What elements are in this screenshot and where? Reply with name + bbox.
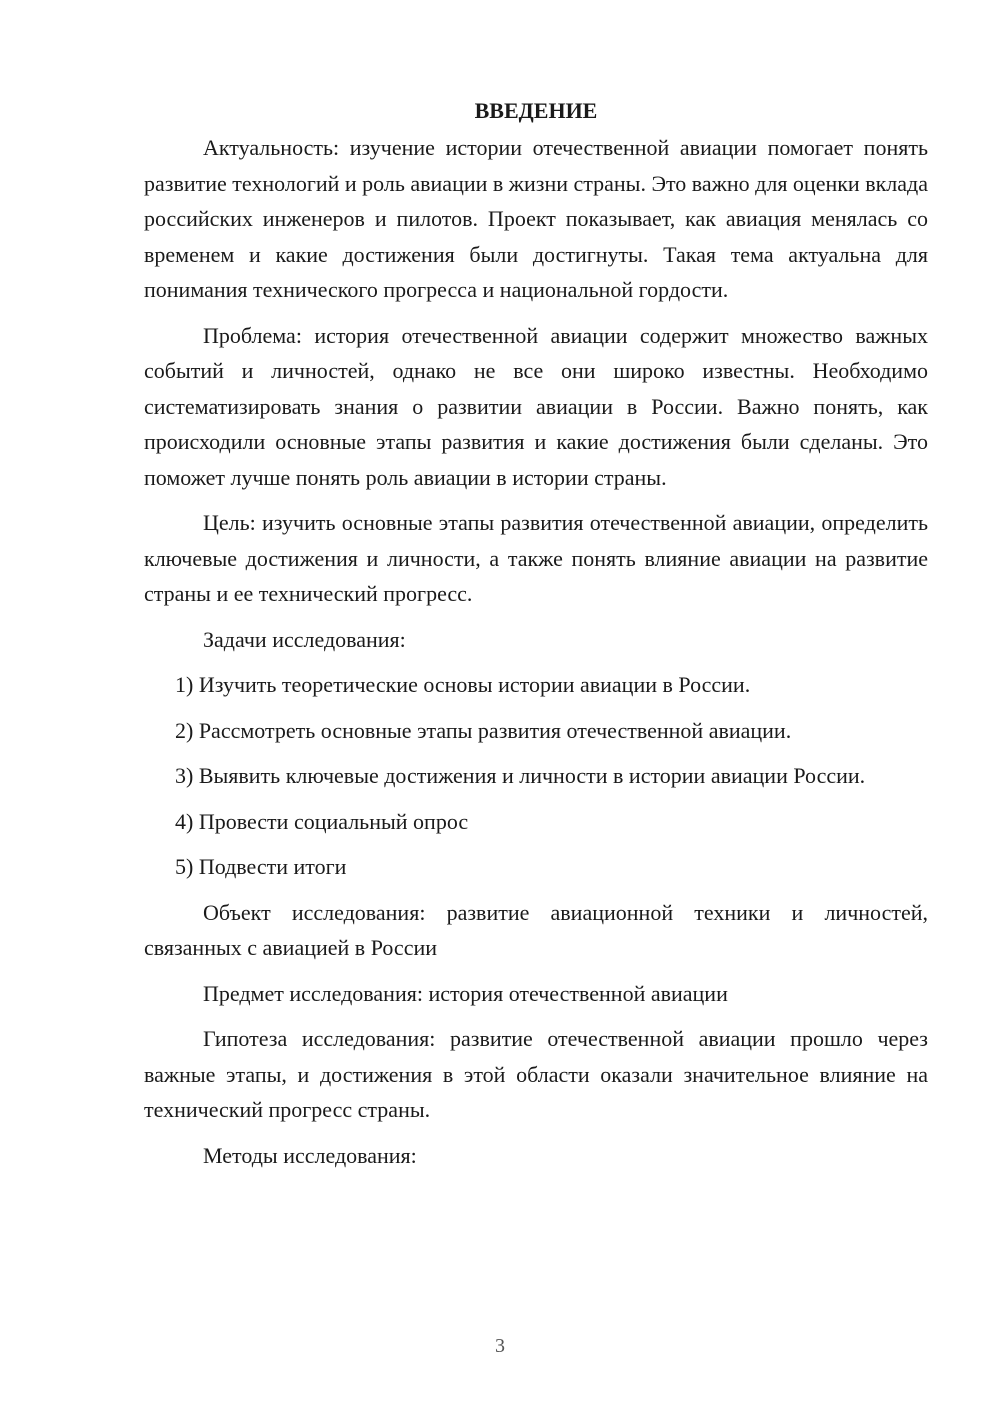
paragraph-tasks-heading: Задачи исследования: — [203, 626, 406, 652]
list-item-task-3: 3) Выявить ключевые достижения и личности в истории авиации России. — [175, 763, 866, 788]
paragraph-goal: Цель: изучить основные этапы развития отечественной авиации, определить ключевые достижения и личности, а также понять влияние авиации на развитие страны и ее технический прогресс. — [144, 510, 928, 606]
paragraph-relevance: Актуальность: изучение истории отечественной авиации помогает понять развитие технологий и роль авиации в жизни страны. Это важно для оценки вклада российских инженеров и пилотов. Проект показывает, как авиация менялась со временем и какие достижения были достигнуты. Такая тема актуальна для понимания технического прогресса и национальной гордости. — [144, 135, 928, 302]
list-item-task-5: 5) Подвести итоги — [175, 854, 347, 879]
paragraph-hypothesis: Гипотеза исследования: развитие отечественной авиации прошло через важные этапы, и достижения в этой области оказали значительное влияние на технический прогресс страны. — [144, 1026, 928, 1122]
list-item-task-2: 2) Рассмотреть основные этапы развития отечественной авиации. — [175, 717, 792, 743]
paragraph-subject: Предмет исследования: история отечественной авиации — [203, 980, 728, 1006]
page-number: 3 — [495, 1335, 505, 1357]
page-content — [144, 96, 928, 1183]
list-item-task-1: 1) Изучить теоретические основы истории авиации в России. — [175, 672, 751, 697]
section-heading: ВВЕДЕНИЕ — [474, 98, 598, 123]
paragraph-methods: Методы исследования: — [203, 1142, 417, 1168]
paragraph-problem: Проблема: история отечественной авиации содержит множество важных событий и личностей, однако не все они широко известны. Необходимо систематизировать знания о развитии авиации в России. Важно понять, как происходили основные этапы развития и какие достижения были сделаны. Это поможет лучше понять роль авиации в истории страны. — [144, 322, 928, 490]
list-item-task-4: 4) Провести социальный опрос — [175, 808, 469, 834]
paragraph-object: Объект исследования: развитие авиационной техники и личностей, связанных с авиацией в России — [144, 899, 928, 960]
